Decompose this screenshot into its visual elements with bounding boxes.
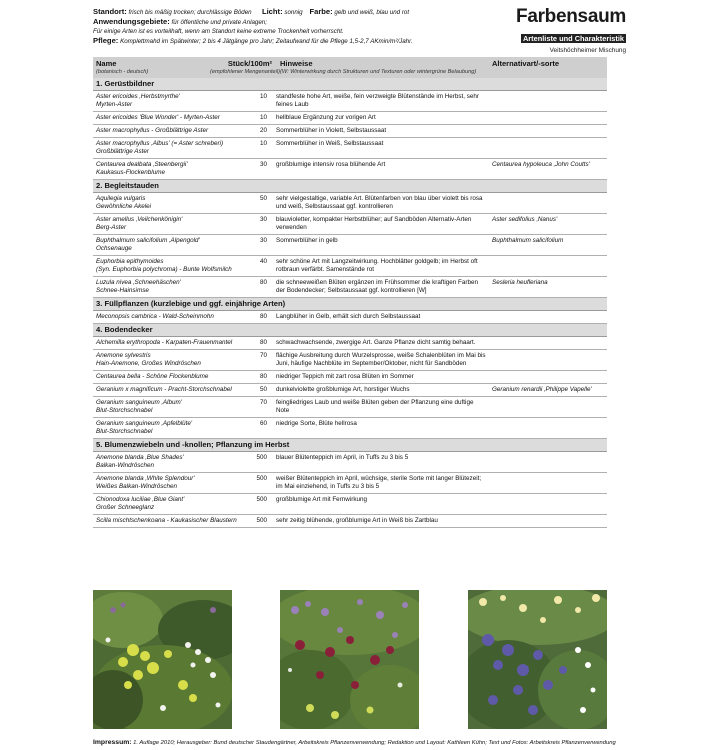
- section-title: 1. Gerüstbildner: [93, 78, 607, 91]
- plant-alternative: [489, 494, 607, 515]
- plant-name: [93, 311, 243, 324]
- plant-quantity: 60: [243, 418, 273, 439]
- plant-name: [93, 256, 243, 277]
- plant-name: [93, 473, 243, 494]
- plant-quantity: 500: [243, 515, 273, 528]
- plant-quantity: 30: [243, 214, 273, 235]
- plant-alternative: Buphthalmum salicifolium: [489, 235, 607, 256]
- plant-name-line: Aster macrophyllus ‚Albus' (= Aster schreberi): [96, 140, 224, 147]
- plant-name: [93, 91, 243, 112]
- plant-name-line: Aquilegia vulgaris: [96, 195, 146, 202]
- plant-notes: weißer Blütenteppich im April, wüchsige, sterile Sorte mit langer Blütezeit; im Mai einziehend, in Tuffs zu 3 bis 5: [273, 473, 489, 494]
- plant-name: [93, 277, 243, 298]
- plant-quantity: 500: [243, 452, 273, 473]
- plant-quantity: 10: [243, 91, 273, 112]
- pflege-label: Pflege:: [93, 36, 119, 45]
- plant-alternative: [489, 311, 607, 324]
- plant-name-line: Alchemilla erythropoda - Karpaten-Frauenmantel: [96, 339, 233, 346]
- plant-notes: Sommerblüher in Violett, Selbstaussaat: [273, 125, 489, 138]
- plant-name: [93, 159, 243, 180]
- plant-alternative: [489, 91, 607, 112]
- plant-quantity: 30: [243, 159, 273, 180]
- section-header: [93, 439, 607, 452]
- section-header: [93, 180, 607, 193]
- plant-notes: hellblaue Ergänzung zur vorigen Art: [273, 112, 489, 125]
- table-row: [93, 112, 607, 125]
- plant-name-line: Aster macrophyllus - Großblättrige Aster: [96, 127, 209, 134]
- plant-name-line: Geranium sanguineum ‚Apfelblüte': [96, 420, 193, 427]
- plant-name-line: Blut-Storchschnabel: [96, 428, 153, 435]
- plant-name-line: Weißes Balkan-Windröschen: [96, 483, 178, 490]
- plant-notes: sehr schöne Art mit Langzeitwirkung. Hochblätter goldgelb; im Herbst oft rotbraun verfärbt. Samenstände rot: [273, 256, 489, 277]
- plant-alternative: [489, 193, 607, 214]
- plant-alternative: Aster sedifolius ‚Nanus': [489, 214, 607, 235]
- plant-name-line: Kaukasus-Flockenblume: [96, 169, 165, 176]
- plant-name-line: Anemone sylvestris: [96, 352, 151, 359]
- plant-alternative: Centaurea hypoleuca ‚John Coutts': [489, 159, 607, 180]
- plant-alternative: [489, 337, 607, 350]
- table-row: [93, 494, 607, 515]
- plant-name-line: Großblättrige Aster: [96, 148, 149, 155]
- plant-notes: die schneeweißen Blüten ergänzen im Frühsommer die kraftigen Farben der Bodendecker; Selbstaussaat ggf. kontrollieren [W]: [273, 277, 489, 298]
- page-title: Farbensaum: [516, 6, 626, 27]
- table-row: [93, 256, 607, 277]
- section-title: 2. Begleitstauden: [93, 180, 607, 193]
- standort-label: Standort:: [93, 7, 127, 16]
- table-row: [93, 371, 607, 384]
- table-row: [93, 397, 607, 418]
- pflege-value: Komplettmahd im Spätwinter; 2 bis 4 Jätgänge pro Jahr; Zeitaufwand für die Pflege 1,5-2,7 AKmin/m²/Jahr.: [120, 38, 413, 45]
- plant-quantity: 50: [243, 193, 273, 214]
- table-row: [93, 384, 607, 397]
- plant-name-line: Centaurea bella - Schöne Flockenblume: [96, 373, 209, 380]
- col-qty-header: Stück/100m²: [227, 59, 272, 68]
- plant-quantity: 20: [243, 125, 273, 138]
- plant-name: [93, 371, 243, 384]
- plant-notes: schwachwachsende, zwergige Art. Ganze Pflanze dicht samtig behaart.: [273, 337, 489, 350]
- plant-quantity: 80: [243, 337, 273, 350]
- col-qty-notes-header: [210, 57, 489, 78]
- imprint: [93, 739, 616, 746]
- section-header: [93, 298, 607, 311]
- plant-name-line: Myrten-Aster: [96, 101, 133, 108]
- farbe-label: Farbe:: [309, 7, 333, 16]
- table-row: [93, 515, 607, 528]
- plant-name-line: Hain-Anemone, Großes Windröschen: [96, 360, 201, 367]
- plant-alternative: [489, 473, 607, 494]
- plant-name: [93, 350, 243, 371]
- plant-name-line: Meconopsis cambrica - Wald-Scheinmohn: [96, 313, 214, 320]
- plant-name: [93, 214, 243, 235]
- table-row: [93, 277, 607, 298]
- plant-name-line: Geranium x magnificum - Pracht-Storchschnabel: [96, 386, 232, 393]
- plant-name-line: Anemone blanda ‚White Splendour': [96, 475, 195, 482]
- plant-name-line: Luzula nivea ‚Schneehäschen': [96, 279, 181, 286]
- plant-alternative: [489, 515, 607, 528]
- plant-name-line: Buphthalmum salicifolium ‚Alpengold': [96, 237, 200, 244]
- farbe-value: gelb und weiß, blau und rot: [334, 9, 410, 16]
- section-header: [93, 324, 607, 337]
- plant-name-line: Euphorbia epithymoides: [96, 258, 164, 265]
- plant-name-line: Aster ericoides 'Blue Wonder' - Myrten-Aster: [96, 114, 220, 121]
- plant-notes: dunkelviolette großblumige Art, horstiger Wuchs: [273, 384, 489, 397]
- plant-name: [93, 384, 243, 397]
- standort-value: frisch bis mäßig trocken; durchlässige Böden: [128, 9, 252, 16]
- plant-name-line: Gewöhnliche Akelei: [96, 203, 152, 210]
- plant-name-line: Geranium sanguineum ‚Album': [96, 399, 182, 406]
- plant-quantity: 70: [243, 350, 273, 371]
- table-row: [93, 418, 607, 439]
- plant-name-line: Berg-Aster: [96, 224, 127, 231]
- photo-garden-yellow-white: [93, 590, 232, 729]
- plant-name: [93, 397, 243, 418]
- plant-table: [93, 57, 607, 528]
- table-row: [93, 193, 607, 214]
- plant-alternative: [489, 138, 607, 159]
- plant-name: [93, 138, 243, 159]
- plant-quantity: 500: [243, 473, 273, 494]
- plant-name: [93, 515, 243, 528]
- plant-notes: niedrige Sorte, Blüte hellrosa: [273, 418, 489, 439]
- photo-garden-aster-red: [280, 590, 419, 729]
- plant-quantity: 80: [243, 277, 273, 298]
- plant-name-line: Schnee-Hainsimse: [96, 287, 149, 294]
- col-name-header: Name (botanisch - deutsch): [93, 57, 243, 78]
- table-row: [93, 311, 607, 324]
- plant-name-line: Scilla mischtschenkoana - Kaukasischer Blaustern: [96, 517, 237, 524]
- plant-notes: feingliedriges Laub und weiße Blüten geben der Pflanzung eine duftige Note: [273, 397, 489, 418]
- plant-name-line: Großer Schneeglanz: [96, 504, 155, 511]
- licht-label: Licht:: [261, 7, 283, 16]
- plant-quantity: 50: [243, 384, 273, 397]
- plant-notes: niedriger Teppich mit zart rosa Blüten im Sommer: [273, 371, 489, 384]
- section-header: [93, 78, 607, 91]
- table-row: [93, 138, 607, 159]
- plant-notes: Langblüher in Gelb, erhält sich durch Selbstaussaat: [273, 311, 489, 324]
- plant-name: [93, 193, 243, 214]
- table-header: [93, 57, 607, 78]
- plant-name-line: Chionodoxa luciliae ‚Blue Giant': [96, 496, 185, 503]
- plant-name-line: Centaurea dealbata ‚Steenbergii': [96, 161, 188, 168]
- plant-name-line: Blut-Storchschnabel: [96, 407, 153, 414]
- col-notes-header: Hinweise: [280, 59, 313, 68]
- table-row: [93, 235, 607, 256]
- plant-notes: blauer Blütenteppich im April, in Tuffs zu 3 bis 5: [273, 452, 489, 473]
- section-title: 5. Blumenzwiebeln und -knollen; Pflanzung im Herbst: [93, 439, 607, 452]
- plant-name: [93, 112, 243, 125]
- plant-quantity: 10: [243, 112, 273, 125]
- plant-quantity: 80: [243, 311, 273, 324]
- col-notes-sub: (W: Winterwirkung durch Strukturen und Texturen oder wintergrüne Belaubung): [280, 69, 477, 75]
- plant-notes: sehr vielgestaltige, variable Art. Blütenfarben von blau über violett bis rosa und weiß, Selbstaussaat ggf. kontrollieren: [273, 193, 489, 214]
- table-row: [93, 214, 607, 235]
- imprint-text: 1. Auflage 2010; Herausgeber: Bund deutscher Staudengärtner, Arbeitskreis Pflanzenverwendung; Redaktion und Layout: Kathleen Kühn; Text und Fotos: Arbeitskreis Pflanzenverwendung: [133, 740, 616, 746]
- plant-alternative: [489, 397, 607, 418]
- plant-name-line: Anemone blanda ‚Blue Shades': [96, 454, 184, 461]
- plant-alternative: [489, 112, 607, 125]
- plant-name-line: (Syn. Euphorbia polychroma) - Bunte Wolfsmilch: [96, 266, 232, 273]
- plant-notes: Sommerblüher in gelb: [273, 235, 489, 256]
- plant-quantity: 30: [243, 235, 273, 256]
- plant-alternative: [489, 452, 607, 473]
- plant-name: [93, 494, 243, 515]
- plant-alternative: Sesleria heufleriana: [489, 277, 607, 298]
- licht-value: sonnig: [284, 9, 303, 16]
- plant-quantity: 10: [243, 138, 273, 159]
- plant-notes: großblumige intensiv rosa blühende Art: [273, 159, 489, 180]
- anwendung-value: für öffentliche und private Anlagen;: [171, 19, 267, 26]
- plant-quantity: 40: [243, 256, 273, 277]
- table-row: [93, 159, 607, 180]
- plant-quantity: 500: [243, 494, 273, 515]
- section-title: 4. Bodendecker: [93, 324, 607, 337]
- plant-name: [93, 452, 243, 473]
- brand-block: [516, 6, 626, 54]
- plant-name-line: Aster ericoides ‚Herbstmyrthe': [96, 93, 180, 100]
- plant-notes: großblumige Art mit Fernwirkung: [273, 494, 489, 515]
- plant-notes: sehr zeitig blühende, großblumige Art in Weiß bis Zartblau: [273, 515, 489, 528]
- table-row: [93, 452, 607, 473]
- table-row: [93, 125, 607, 138]
- plant-alternative: [489, 350, 607, 371]
- plant-name: [93, 418, 243, 439]
- plant-alternative: Geranium renardii ‚Philippe Vapelle': [489, 384, 607, 397]
- plant-quantity: 80: [243, 371, 273, 384]
- col-alt-header: Alternativart/-sorte: [489, 57, 607, 78]
- site-note: Für einige Arten ist es vorteilhaft, wenn am Standort keine extreme Trockenheit vorherrscht.: [93, 28, 344, 35]
- plant-notes: Sommerblüher in Weiß, Selbstaussaat: [273, 138, 489, 159]
- table-row: [93, 350, 607, 371]
- plant-alternative: [489, 418, 607, 439]
- anwendung-label: Anwendungsgebiete:: [93, 17, 170, 26]
- plant-alternative: [489, 371, 607, 384]
- plant-notes: standfeste hohe Art, weiße, fein verzweigte Blütenstände im Herbst, sehr feines Laub: [273, 91, 489, 112]
- plant-alternative: [489, 125, 607, 138]
- plant-quantity: 70: [243, 397, 273, 418]
- plant-name-line: Balkan-Windröschen: [96, 462, 155, 469]
- plant-name: [93, 235, 243, 256]
- plant-notes: blauvioletter, kompakter Herbstblüher; auf Sandböden Alternativ-Arten verwenden: [273, 214, 489, 235]
- plant-name-line: Aster amellus ‚Veilchenkönigin': [96, 216, 183, 223]
- plant-name-line: Ochsenauge: [96, 245, 132, 252]
- page-subtitle: Artenliste und Charakteristik: [522, 34, 624, 43]
- mix-name: Veitshöchheimer Mischung: [549, 47, 626, 54]
- plant-notes: flächige Ausbreitung durch Wurzelsprosse, weiße Schalenblüten im Mai bis Juni, häufige Nachblüte im September/Oktober, nicht für Sandböden: [273, 350, 489, 371]
- table-row: [93, 91, 607, 112]
- plant-alternative: [489, 256, 607, 277]
- plant-name: [93, 125, 243, 138]
- col-qty-sub: (empfohlener Mengenanteil): [210, 69, 280, 75]
- table-row: [93, 473, 607, 494]
- plant-name: [93, 337, 243, 350]
- photo-garden-geranium-blue: [468, 590, 607, 729]
- table-row: [93, 337, 607, 350]
- imprint-label: Impressum:: [93, 739, 132, 746]
- section-title: 3. Füllpflanzen (kurzlebige und ggf. einjährige Arten): [93, 298, 607, 311]
